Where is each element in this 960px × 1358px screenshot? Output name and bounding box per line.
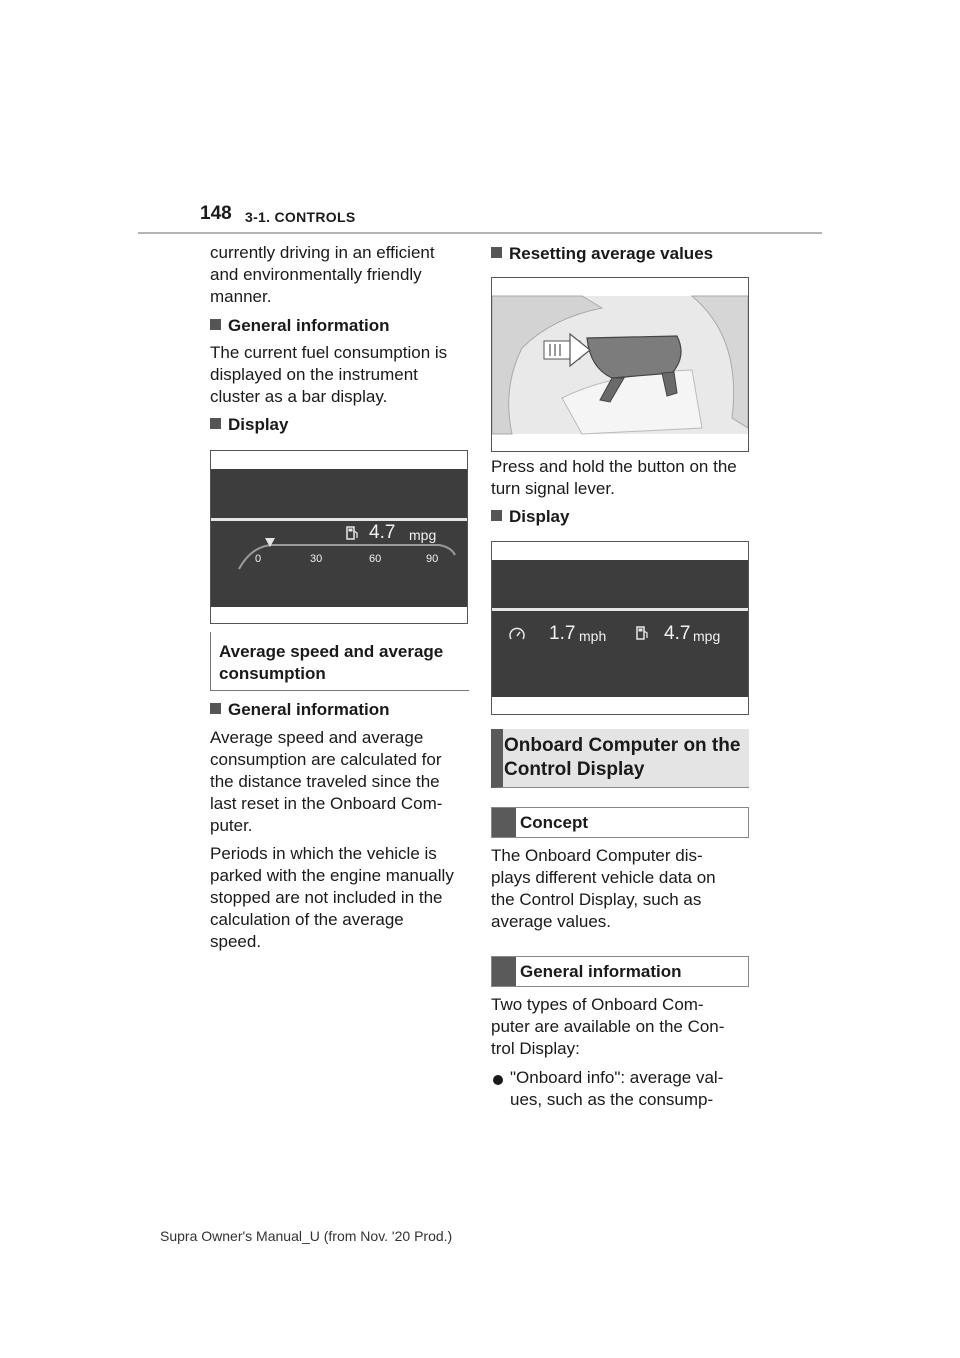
square-bullet-icon bbox=[210, 418, 221, 429]
tick-label: 30 bbox=[310, 553, 323, 565]
label-concept bbox=[491, 807, 749, 838]
square-bullet-icon bbox=[210, 319, 221, 330]
speedometer-icon bbox=[508, 626, 526, 642]
text-line: puter. bbox=[210, 816, 253, 835]
heading-line: Onboard Computer on the bbox=[504, 735, 741, 756]
figure-average-values-display bbox=[491, 541, 749, 715]
text-line: consumption are calculated for bbox=[210, 750, 442, 769]
text-line: calculation of the average bbox=[210, 910, 404, 929]
label-text: General information bbox=[520, 962, 682, 981]
tick-label: 90 bbox=[426, 553, 439, 565]
text-line: plays different vehicle data on bbox=[491, 868, 716, 887]
square-bullet-icon bbox=[491, 247, 502, 258]
heading-line: Control Display bbox=[504, 759, 645, 780]
bullet-dot-icon bbox=[492, 1074, 504, 1086]
bar-track bbox=[239, 545, 455, 569]
fuel-pump-icon bbox=[346, 525, 360, 541]
bullet-onboard-info bbox=[491, 1067, 761, 1111]
subheading-label: General information bbox=[228, 700, 390, 719]
label-bar bbox=[492, 957, 516, 986]
text-line: Average speed and average bbox=[210, 728, 424, 747]
text-line: currently driving in an efficient bbox=[210, 243, 435, 262]
subheading-label: Display bbox=[228, 415, 289, 434]
paragraph-types bbox=[491, 994, 761, 1060]
text-line: parked with the engine manually bbox=[210, 866, 454, 885]
text-line: puter are available on the Con- bbox=[491, 1017, 725, 1036]
header-rule bbox=[138, 232, 822, 234]
text-line: speed. bbox=[210, 932, 262, 951]
subheading-general-information-2 bbox=[210, 699, 390, 721]
text-line: the Control Display, such as bbox=[491, 890, 702, 909]
paragraph-intro bbox=[210, 242, 470, 308]
speed-unit: mph bbox=[579, 628, 607, 644]
fuel-pump-icon bbox=[636, 625, 650, 641]
text-line: Periods in which the vehicle is bbox=[210, 844, 437, 863]
caption-line: Average speed and average bbox=[219, 642, 444, 661]
paragraph-concept bbox=[491, 845, 761, 933]
subheading-resetting bbox=[491, 243, 713, 265]
paragraph-parked-periods bbox=[210, 843, 480, 953]
text-line: last reset in the Onboard Com- bbox=[210, 794, 443, 813]
square-bullet-icon bbox=[210, 703, 221, 714]
text-line: the distance traveled since the bbox=[210, 772, 440, 791]
speed-value: 1.7 bbox=[549, 623, 576, 644]
text-line: The Onboard Computer dis- bbox=[491, 846, 703, 865]
turn-signal-lever-illustration bbox=[492, 278, 748, 451]
paragraph-average-calc bbox=[210, 727, 480, 837]
text-line: average values. bbox=[491, 912, 612, 931]
label-general-information bbox=[491, 956, 749, 987]
table-caption bbox=[210, 632, 469, 691]
display-divider bbox=[492, 608, 748, 611]
subheading-label: General information bbox=[228, 316, 390, 335]
figure-consumption-bar-display bbox=[210, 450, 468, 624]
tick-label: 60 bbox=[369, 553, 382, 565]
subheading-general-information bbox=[210, 315, 390, 337]
tick-label: 0 bbox=[255, 553, 262, 565]
text-line: trol Display: bbox=[491, 1039, 580, 1058]
text-line: cluster as a bar display. bbox=[210, 387, 388, 406]
subheading-label: Resetting average values bbox=[509, 244, 714, 263]
paragraph-current-consumption bbox=[210, 342, 470, 408]
paragraph-press-hold bbox=[491, 456, 761, 500]
fuel-unit: mpg bbox=[409, 527, 437, 543]
page-number: 148 bbox=[200, 203, 232, 224]
subheading-display bbox=[210, 414, 288, 436]
text-line: and environmentally friendly bbox=[210, 265, 422, 284]
text-line: displayed on the instrument bbox=[210, 365, 418, 384]
text-line: ues, such as the consump- bbox=[510, 1090, 714, 1109]
text-line: Press and hold the button on the bbox=[491, 457, 737, 476]
label-text: Concept bbox=[520, 813, 588, 832]
section-title: 3-1. CONTROLS bbox=[245, 209, 356, 225]
caption-line: consumption bbox=[219, 664, 326, 683]
text-line: Two types of Onboard Com- bbox=[491, 995, 704, 1014]
text-line: turn signal lever. bbox=[491, 479, 615, 498]
text-line: "Onboard info": average val- bbox=[510, 1068, 724, 1087]
text-line: manner. bbox=[210, 287, 272, 306]
figure-turn-signal-lever bbox=[491, 277, 749, 452]
fuel-value: 4.7 bbox=[664, 623, 691, 644]
subheading-display-2 bbox=[491, 506, 569, 528]
square-bullet-icon bbox=[491, 510, 502, 521]
section-heading-onboard-computer bbox=[491, 729, 749, 788]
fuel-value: 4.7 bbox=[369, 522, 396, 543]
text-line: stopped are not included in the bbox=[210, 888, 443, 907]
footer-manual-title: Supra Owner's Manual_U (from Nov. '20 Prod.) bbox=[160, 1228, 453, 1244]
text-line: The current fuel consumption is bbox=[210, 343, 448, 362]
subheading-label: Display bbox=[509, 507, 570, 526]
fuel-unit: mpg bbox=[693, 628, 721, 644]
label-bar bbox=[492, 808, 516, 837]
